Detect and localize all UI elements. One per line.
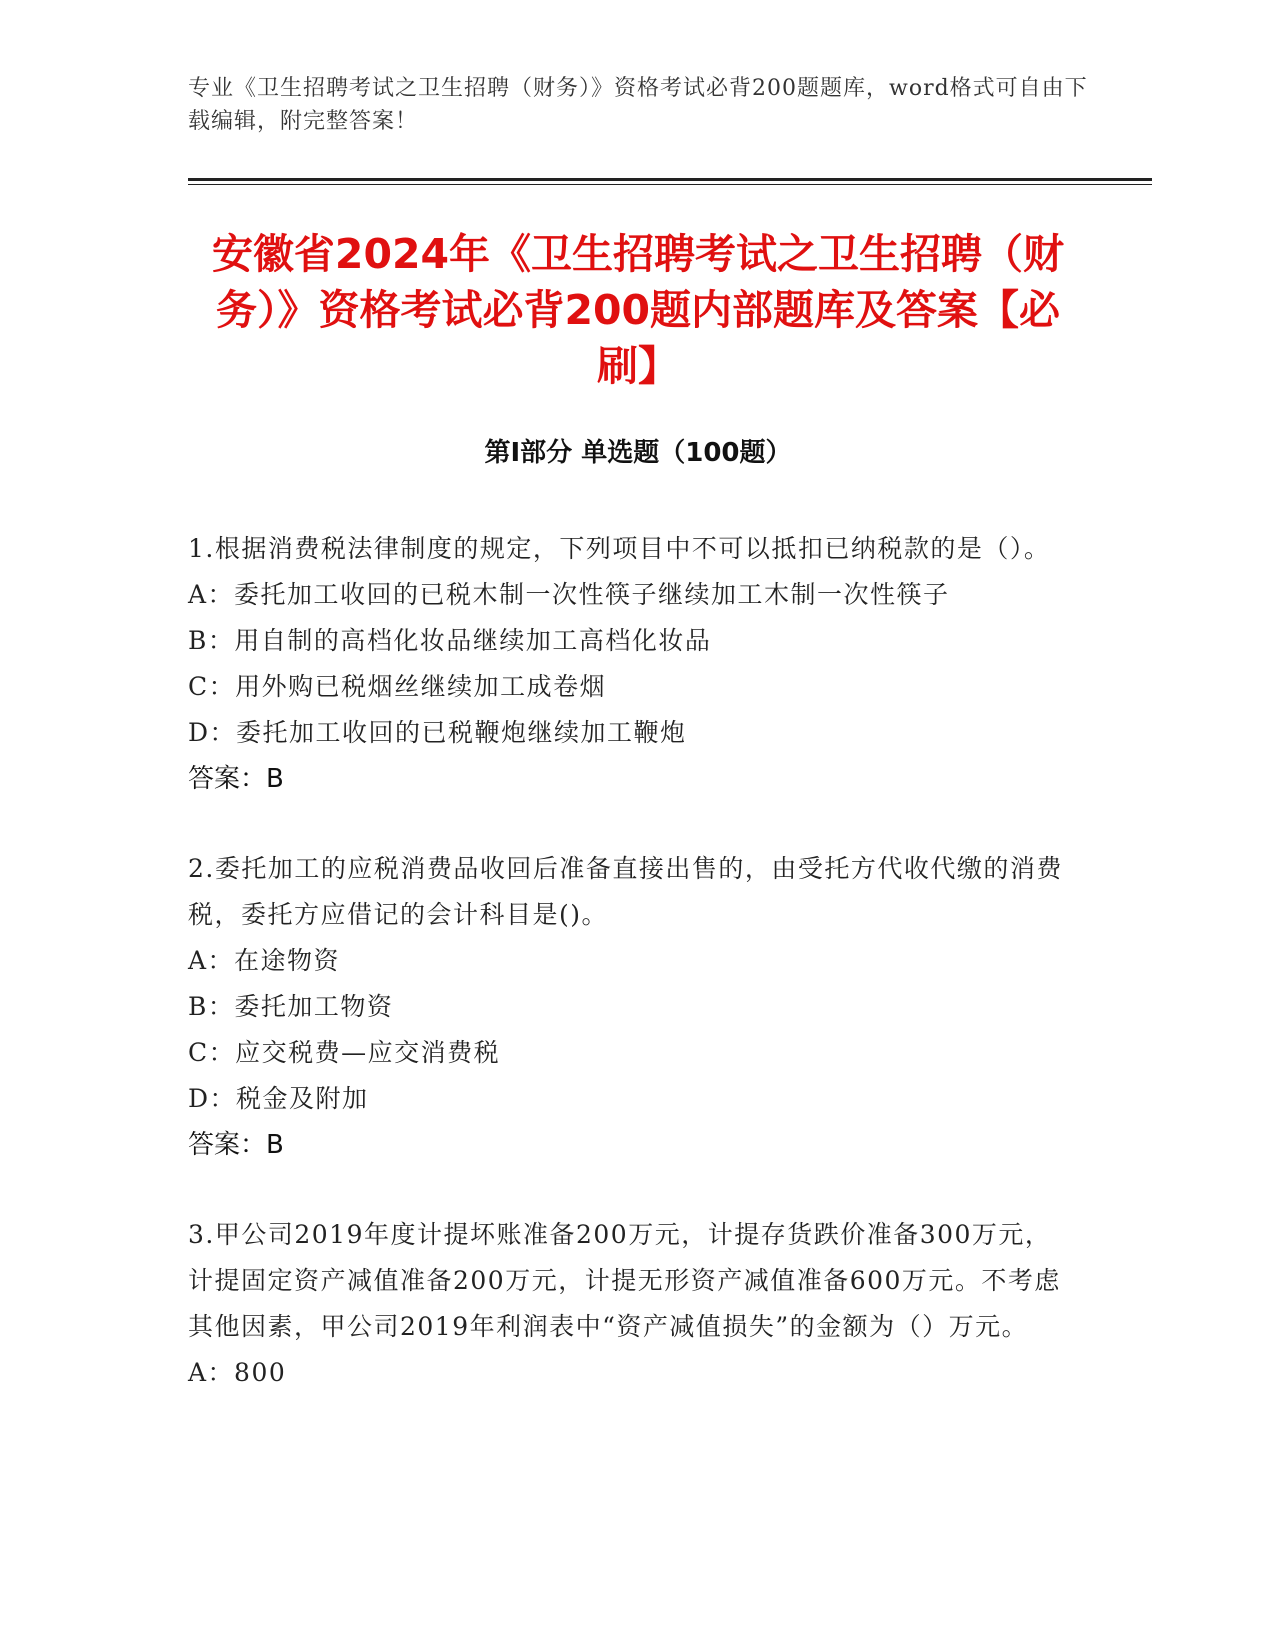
option-a: A：委托加工收回的已税木制一次性筷子继续加工木制一次性筷子 [188,580,950,609]
question-stem: 1.根据消费税法律制度的规定，下列项目中不可以抵扣已纳税款的是（）。 [188,534,1051,563]
answer: 答案：B [188,1130,284,1160]
option-a: A：800 [188,1358,287,1387]
option-b: B：委托加工物资 [188,992,394,1021]
header-rule-thick [188,178,1152,181]
question-2 [188,846,1073,1168]
header-rule-thin [188,184,1152,185]
option-c: C：用外购已税烟丝继续加工成卷烟 [188,672,607,701]
option-b: B：用自制的高档化妆品继续加工高档化妆品 [188,626,712,655]
option-d: D：税金及附加 [188,1084,369,1113]
option-c: C：应交税费—应交消费税 [188,1038,501,1067]
question-list [188,526,1073,1440]
section-title: 第I部分 单选题（100题） [484,438,792,468]
answer: 答案：B [188,764,284,794]
option-a: A：在途物资 [188,946,341,975]
question-stem: 2.委托加工的应税消费品收回后准备直接出售的，由受托方代收代缴的消费税，委托方应借记的会计科目是()。 [188,854,1063,929]
document-title: 安徽省2024年《卫生招聘考试之卫生招聘（财务）》资格考试必背200题内部题库及答案【必刷】 [211,230,1065,390]
question-3 [188,1212,1073,1396]
option-d: D：委托加工收回的已税鞭炮继续加工鞭炮 [188,718,687,747]
question-1 [188,526,1073,802]
question-stem: 3.甲公司2019年度计提坏账准备200万元，计提存货跌价准备300万元，计提固定资产减值准备200万元，计提无形资产减值准备600万元。不考虑其他因素，甲公司2019年利润表中“资产减值损失”的金额为（）万元。 [188,1220,1061,1341]
header-note: 专业《卫生招聘考试之卫生招聘（财务）》资格考试必背200题题库，word格式可自由下载编辑，附完整答案！ [188,76,1088,134]
